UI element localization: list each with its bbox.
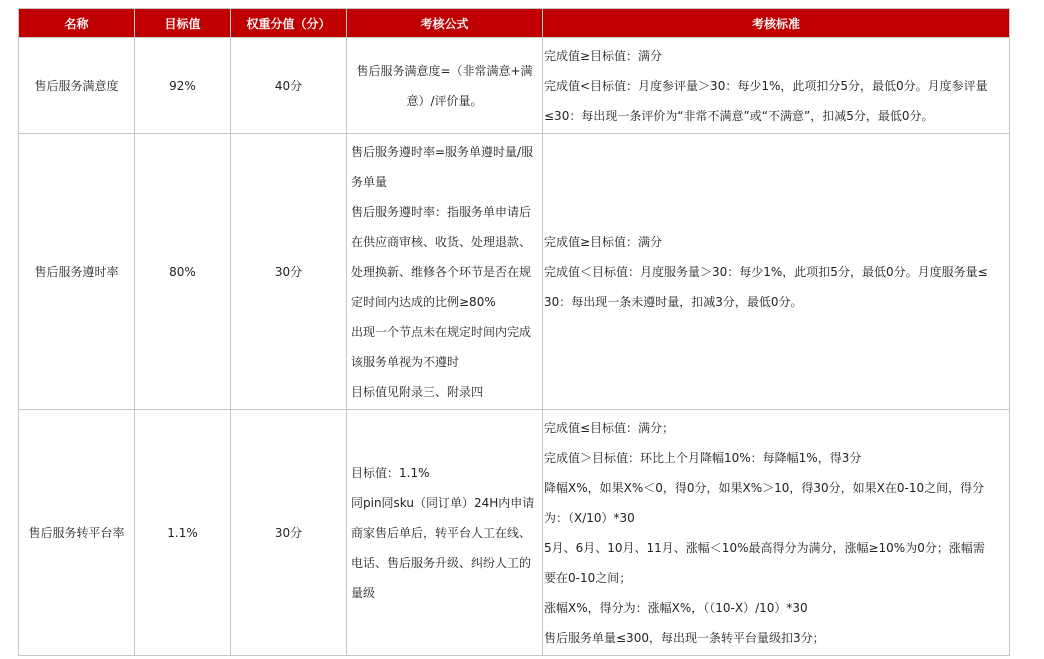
standard-line: 完成值≥目标值：满分 [544,48,663,63]
formula-line: 该服务单视为不遵时 [351,354,460,369]
formula-line: 商家售后单后，转平台人工在线、 [351,525,532,540]
assessment-table [18,8,1010,656]
standard-line: 售后服务单量≤300，每出现一条转平台量级扣3分； [544,630,825,645]
formula-line: 电话、售后服务升级、纠纷人工的 [351,555,532,570]
formula-line: 目标值见附录三、附录四 [351,384,484,399]
formula-line: 售后服务满意度=（非常满意+满 [356,63,533,78]
table-header-row [19,9,1010,38]
standard-line: ≤30：每出现一条评价为“非常不满意”或“不满意”，扣减5分，最低0分。 [544,108,934,123]
standard-line: 完成值＞目标值：环比上个月降幅10%：每降幅1%，得3分 [544,450,862,465]
cell-weight: 30分 [231,134,347,410]
cell-weight: 40分 [231,38,347,134]
cell-standard [543,38,1010,134]
table-row [19,38,1010,134]
cell-formula [347,410,543,656]
header-formula: 考核公式 [347,9,543,38]
header-standard: 考核标准 [543,9,1010,38]
formula-line: 目标值：1.1% [351,465,430,480]
formula-line: 处理换新、维修各个环节是否在规 [351,264,532,279]
header-target: 目标值 [135,9,231,38]
cell-weight: 30分 [231,410,347,656]
cell-standard [543,134,1010,410]
cell-name: 售后服务满意度 [19,38,135,134]
cell-formula [347,38,543,134]
table-row [19,410,1010,656]
cell-name: 售后服务遵时率 [19,134,135,410]
formula-line: 意）/评价量。 [406,93,483,108]
formula-line: 售后服务遵时率=服务单遵时量/服 [351,144,534,159]
standard-line: 5月、6月、10月、11月、涨幅＜10%最高得分为满分，涨幅≥10%为0分；涨幅需 [544,540,985,555]
standard-line: 30：每出现一条未遵时量，扣减3分，最低0分。 [544,294,803,309]
formula-line: 务单量 [351,174,388,189]
standard-line: 要在0-10之间； [544,570,632,585]
standard-line: 完成值≤目标值：满分； [544,420,675,435]
standard-line: 降幅X%，如果X%＜0，得0分，如果X%＞10，得30分，如果X在0-10之间，得分 [544,480,985,495]
standard-line: 完成值≥目标值：满分 [544,234,663,249]
table-row [19,134,1010,410]
header-weight: 权重分值（分） [231,9,347,38]
standard-line: 涨幅X%，得分为：涨幅X%，（（10-X）/10）*30 [544,600,808,615]
cell-name: 售后服务转平台率 [19,410,135,656]
formula-line: 在供应商审核、收货、处理退款、 [351,234,532,249]
cell-target: 80% [135,134,231,410]
cell-standard [543,410,1010,656]
formula-line: 售后服务遵时率：指服务单申请后 [351,204,532,219]
formula-line: 量级 [351,585,376,600]
cell-target: 1.1% [135,410,231,656]
cell-target: 92% [135,38,231,134]
standard-line: 为：（X/10）*30 [544,510,635,525]
formula-line: 同pin同sku（同订单）24H内申请 [351,495,535,510]
standard-line: 完成值＜目标值：月度服务量＞30：每少1%，此项扣5分，最低0分。月度服务量≤ [544,264,988,279]
cell-formula [347,134,543,410]
standard-line: 完成值<目标值：月度参评量＞30：每少1%，此项扣分5分，最低0分。月度参评量 [544,78,988,93]
formula-line: 出现一个节点未在规定时间内完成 [351,324,532,339]
formula-line: 定时间内达成的比例≥80% [351,294,496,309]
header-name: 名称 [19,9,135,38]
